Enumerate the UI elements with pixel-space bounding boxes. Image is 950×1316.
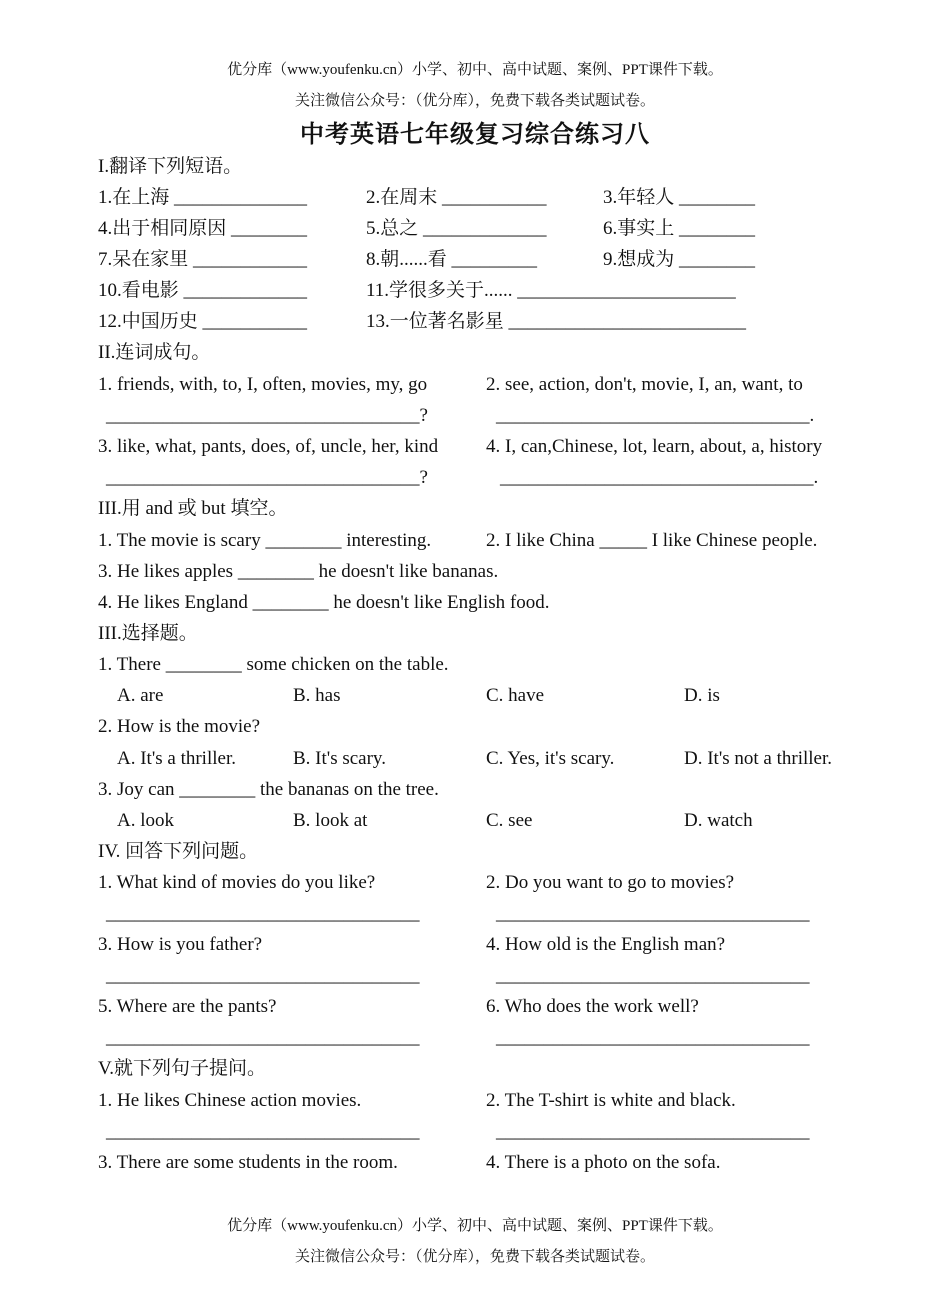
fill-in-item: 3. He likes apples ________ he doesn't like bananas. bbox=[98, 561, 499, 582]
choice-option: A. are bbox=[117, 685, 164, 706]
page-title: 中考英语七年级复习综合练习八 bbox=[300, 122, 650, 148]
word-order-item: 2. see, action, don't, movie, I, an, want, to bbox=[486, 374, 803, 395]
translate-item: 13.一位著名影星 _________________________ bbox=[366, 311, 747, 332]
choice-option: A. look bbox=[117, 810, 174, 831]
translate-item: 4.出于相同原因 ________ bbox=[98, 218, 308, 239]
choice-option: D. It's not a thriller. bbox=[684, 748, 833, 769]
question-item: 6. Who does the work well? bbox=[486, 996, 699, 1017]
translate-item: 5.总之 _____________ bbox=[366, 218, 547, 239]
word-order-item: 4. I, can,Chinese, lot, learn, about, a, history bbox=[486, 436, 823, 457]
answer-blank: _________________________________. bbox=[496, 405, 815, 426]
choice-option: D. is bbox=[684, 685, 720, 706]
answer-blank: _________________________________ bbox=[106, 903, 420, 924]
footer-line-1: 优分库（www.youfenku.cn）小学、初中、高中试题、案例、PPT课件下载。 bbox=[227, 1218, 723, 1234]
answer-blank: _________________________________ bbox=[496, 965, 810, 986]
section-3-heading: III.用 and 或 but 填空。 bbox=[98, 498, 288, 519]
fill-in-item: 1. The movie is scary ________ interesting. bbox=[98, 530, 432, 551]
section-1-heading: I.翻译下列短语。 bbox=[98, 156, 243, 177]
answer-blank: _________________________________ bbox=[496, 903, 810, 924]
choice-question: 1. There ________ some chicken on the table. bbox=[98, 654, 449, 675]
choice-option: C. see bbox=[486, 810, 533, 831]
fill-in-item: 4. He likes England ________ he doesn't like English food. bbox=[98, 592, 550, 613]
translate-item: 12.中国历史 ___________ bbox=[98, 311, 308, 332]
choice-option: A. It's a thriller. bbox=[117, 748, 236, 769]
section-6-heading: V.就下列句子提问。 bbox=[98, 1058, 267, 1079]
question-item: 3. There are some students in the room. bbox=[98, 1152, 398, 1173]
answer-blank: _________________________________? bbox=[106, 467, 428, 488]
translate-item: 7.呆在家里 ____________ bbox=[98, 249, 308, 270]
word-order-item: 1. friends, with, to, I, often, movies, my, go bbox=[98, 374, 428, 395]
section-5-heading: IV. 回答下列问题。 bbox=[98, 841, 259, 862]
translate-item: 8.朝......看 _________ bbox=[366, 249, 538, 270]
question-item: 2. The T-shirt is white and black. bbox=[486, 1090, 736, 1111]
translate-item: 11.学很多关于...... _______________________ bbox=[366, 280, 736, 301]
answer-blank: _________________________________ bbox=[496, 1121, 810, 1142]
footer-line-2: 关注微信公众号：（优分库），免费下载各类试题试卷。 bbox=[294, 1249, 655, 1265]
question-item: 1. He likes Chinese action movies. bbox=[98, 1090, 362, 1111]
choice-question: 3. Joy can ________ the bananas on the tree. bbox=[98, 779, 439, 800]
choice-option: B. has bbox=[293, 685, 341, 706]
translate-item: 1.在上海 ______________ bbox=[98, 187, 308, 208]
question-item: 4. How old is the English man? bbox=[486, 934, 726, 955]
header-line-1: 优分库（www.youfenku.cn）小学、初中、高中试题、案例、PPT课件下载。 bbox=[227, 62, 723, 78]
answer-blank: _________________________________. bbox=[500, 467, 819, 488]
header-line-2: 关注微信公众号：（优分库），免费下载各类试题试卷。 bbox=[294, 93, 655, 109]
answer-blank: _________________________________ bbox=[106, 1027, 420, 1048]
question-item: 5. Where are the pants? bbox=[98, 996, 277, 1017]
choice-option: D. watch bbox=[684, 810, 753, 831]
question-item: 4. There is a photo on the sofa. bbox=[486, 1152, 721, 1173]
word-order-item: 3. like, what, pants, does, of, uncle, her, kind bbox=[98, 436, 439, 457]
choice-option: B. It's scary. bbox=[293, 748, 386, 769]
answer-blank: _________________________________ bbox=[106, 1121, 420, 1142]
answer-blank: _________________________________ bbox=[106, 965, 420, 986]
choice-option: C. Yes, it's scary. bbox=[486, 748, 615, 769]
answer-blank: _________________________________ bbox=[496, 1027, 810, 1048]
section-2-heading: II.连词成句。 bbox=[98, 342, 211, 363]
answer-blank: _________________________________? bbox=[106, 405, 428, 426]
choice-option: C. have bbox=[486, 685, 545, 706]
translate-item: 9.想成为 ________ bbox=[603, 249, 756, 270]
translate-item: 2.在周末 ___________ bbox=[366, 187, 547, 208]
choice-question: 2. How is the movie? bbox=[98, 716, 261, 737]
translate-item: 6.事实上 ________ bbox=[603, 218, 756, 239]
fill-in-item: 2. I like China _____ I like Chinese people. bbox=[486, 530, 818, 551]
choice-option: B. look at bbox=[293, 810, 368, 831]
section-4-heading: III.选择题。 bbox=[98, 623, 198, 644]
translate-item: 3.年轻人 ________ bbox=[603, 187, 756, 208]
question-item: 3. How is you father? bbox=[98, 934, 263, 955]
question-item: 1. What kind of movies do you like? bbox=[98, 872, 376, 893]
question-item: 2. Do you want to go to movies? bbox=[486, 872, 735, 893]
translate-item: 10.看电影 _____________ bbox=[98, 280, 308, 301]
